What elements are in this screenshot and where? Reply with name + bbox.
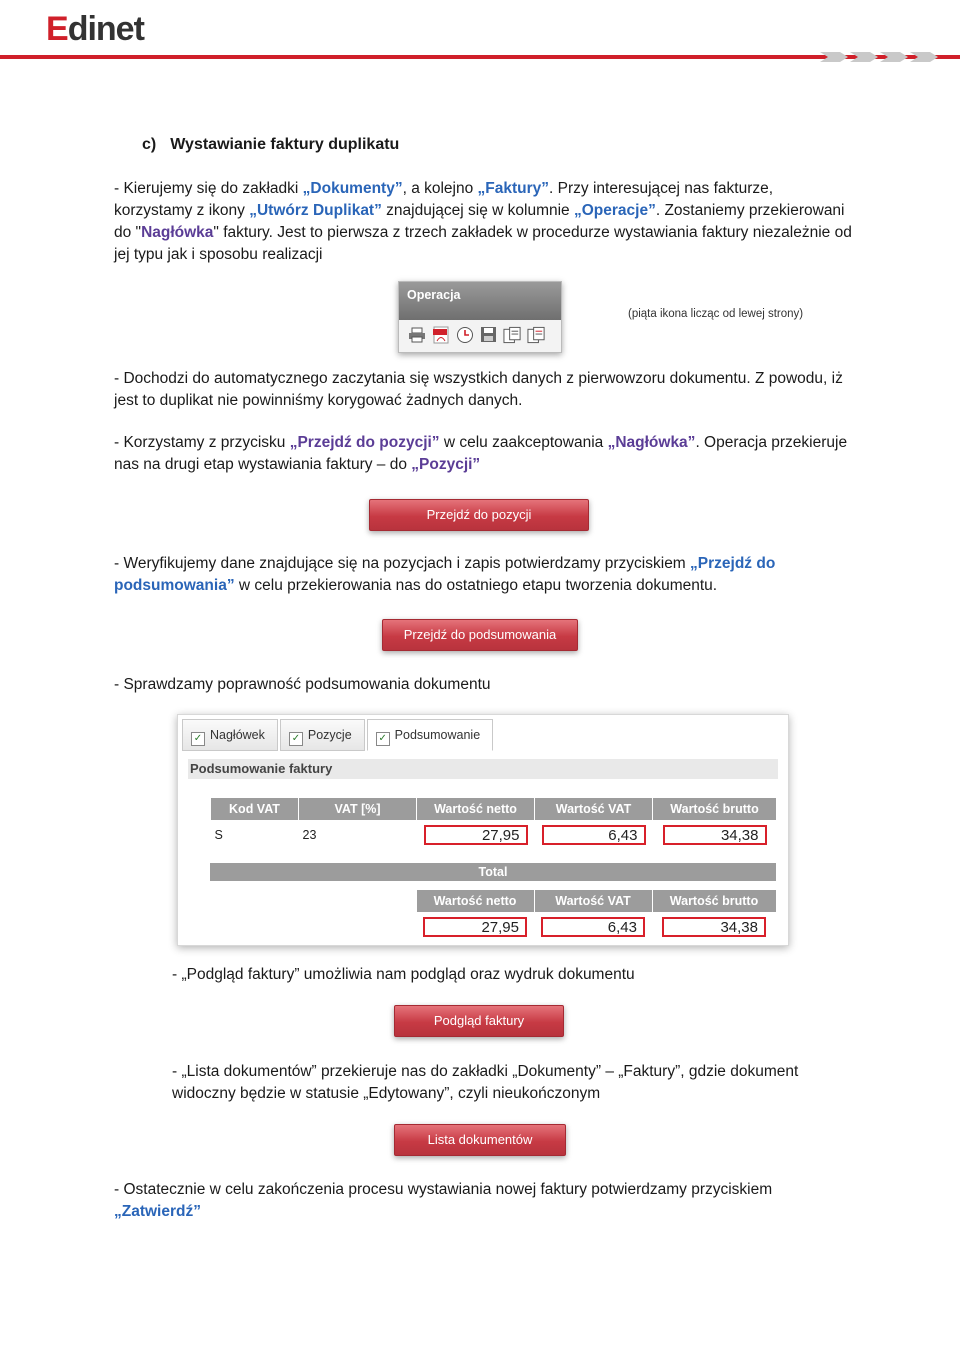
column-header: Wartość netto — [417, 798, 535, 821]
total-bar: Total — [210, 863, 776, 881]
column-header: VAT [%] — [299, 798, 417, 821]
vat-value: 6,43 — [542, 825, 646, 845]
invoice-summary-panel — [177, 714, 789, 946]
print-icon[interactable] — [407, 325, 426, 344]
document-list-button[interactable]: Lista dokumentów — [394, 1124, 566, 1156]
total-vat-value: 6,43 — [541, 917, 645, 937]
netto-value: 27,95 — [424, 825, 528, 845]
paragraph-preview: - „Podgląd faktury” umożliwia nam podgląd oraz wydruk dokumentu — [172, 966, 635, 983]
paragraph-goto-summary: - Weryfikujemy dane znajdujące się na pozycjach i zapis potwierdzamy przyciskiem „Przejdź do podsumowania” w celu przekierowania nas do ostatniego etapu tworzenia dokumentu. — [114, 555, 776, 594]
total-netto-value: 27,95 — [423, 917, 527, 937]
column-header: Wartość VAT — [534, 890, 652, 913]
vat-table — [210, 797, 777, 849]
tab-positions[interactable]: ✓ Pozycje — [280, 719, 365, 751]
checkbox-icon: ✓ — [191, 732, 205, 746]
summary-tabs — [182, 719, 493, 751]
checkbox-icon: ✓ — [376, 732, 390, 746]
total-table — [210, 889, 777, 941]
column-header: Wartość netto — [416, 890, 534, 913]
paragraph-navigation: - Kierujemy się do zakładki „Dokumenty”, a kolejno „Faktury”. Przy interesującej nas fakturze, korzystamy z ikony „Utwórz Duplikat” znajdującej się w kolumnie „Operacje”. Zostaniemy przekierowani do "Nagłówka" faktury. Jest to pierwsza z trzech zakładek w procedurze wystawiania faktury niezależnie od jej typu jak i sposobu realizacji — [114, 180, 852, 263]
tab-summary[interactable]: ✓ Podsumowanie — [367, 719, 493, 751]
column-header: Wartość VAT — [535, 798, 653, 821]
vat-rate: 23 — [302, 828, 317, 842]
paragraph-autoload: - Dochodzi do automatycznego zaczytania się wszystkich danych z pierwowzoru dokumentu. Z powodu, iż jest to duplikat nie powinniśmy korygować żadnych danych. — [114, 370, 843, 409]
paragraph-doc-list: - „Lista dokumentów” przekieruje nas do zakładki „Dokumenty” – „Faktury”, gdzie dokument widoczny będzie w statusie „Edytowany”, czyli nieukończonym — [172, 1063, 799, 1102]
operacja-note: (piąta ikona licząc od lewej strony) — [628, 308, 804, 320]
paragraph-check-summary: - Sprawdzamy poprawność podsumowania dokumentu — [114, 676, 491, 693]
table-row — [210, 913, 776, 942]
operacja-panel — [398, 281, 562, 353]
invoice-preview-button[interactable]: Podgląd faktury — [394, 1005, 564, 1037]
checkbox-icon: ✓ — [289, 732, 303, 746]
edinet-logo: Edinet — [46, 10, 144, 48]
brutto-value: 34,38 — [663, 825, 767, 845]
header-stripe — [0, 52, 960, 62]
table-row — [211, 821, 777, 850]
save-icon[interactable] — [479, 325, 498, 344]
paragraph-goto-positions: - Korzystamy z przycisku „Przejdź do pozycji” w celu zaakceptowania „Nagłówka”. Operacja przekieruje nas na drugi etap wystawiania faktury – do „Pozycji” — [114, 434, 848, 473]
paragraph-confirm: - Ostatecznie w celu zakończenia procesu wystawiania nowej faktury potwierdzamy przyciskiem „Zatwierdź” — [114, 1181, 773, 1220]
total-brutto-value: 34,38 — [662, 917, 766, 937]
goto-summary-button[interactable]: Przejdź do podsumowania — [382, 619, 578, 651]
operacja-header: Operacja — [399, 282, 561, 320]
goto-positions-button[interactable]: Przejdź do pozycji — [369, 499, 589, 531]
clock-icon[interactable] — [455, 325, 474, 344]
document-copy-icon[interactable] — [527, 325, 546, 344]
column-header: Wartość brutto — [653, 798, 777, 821]
tab-header[interactable]: ✓ Nagłówek — [182, 719, 278, 751]
section-heading: c) Wystawianie faktury duplikatu — [142, 136, 400, 153]
pdf-icon[interactable] — [431, 325, 450, 344]
summary-section-title: Podsumowanie faktury — [188, 759, 778, 779]
column-header: Wartość brutto — [652, 890, 776, 913]
create-duplicate-icon[interactable] — [503, 325, 522, 344]
column-header: Kod VAT — [211, 798, 299, 821]
vat-code: S — [214, 828, 223, 842]
